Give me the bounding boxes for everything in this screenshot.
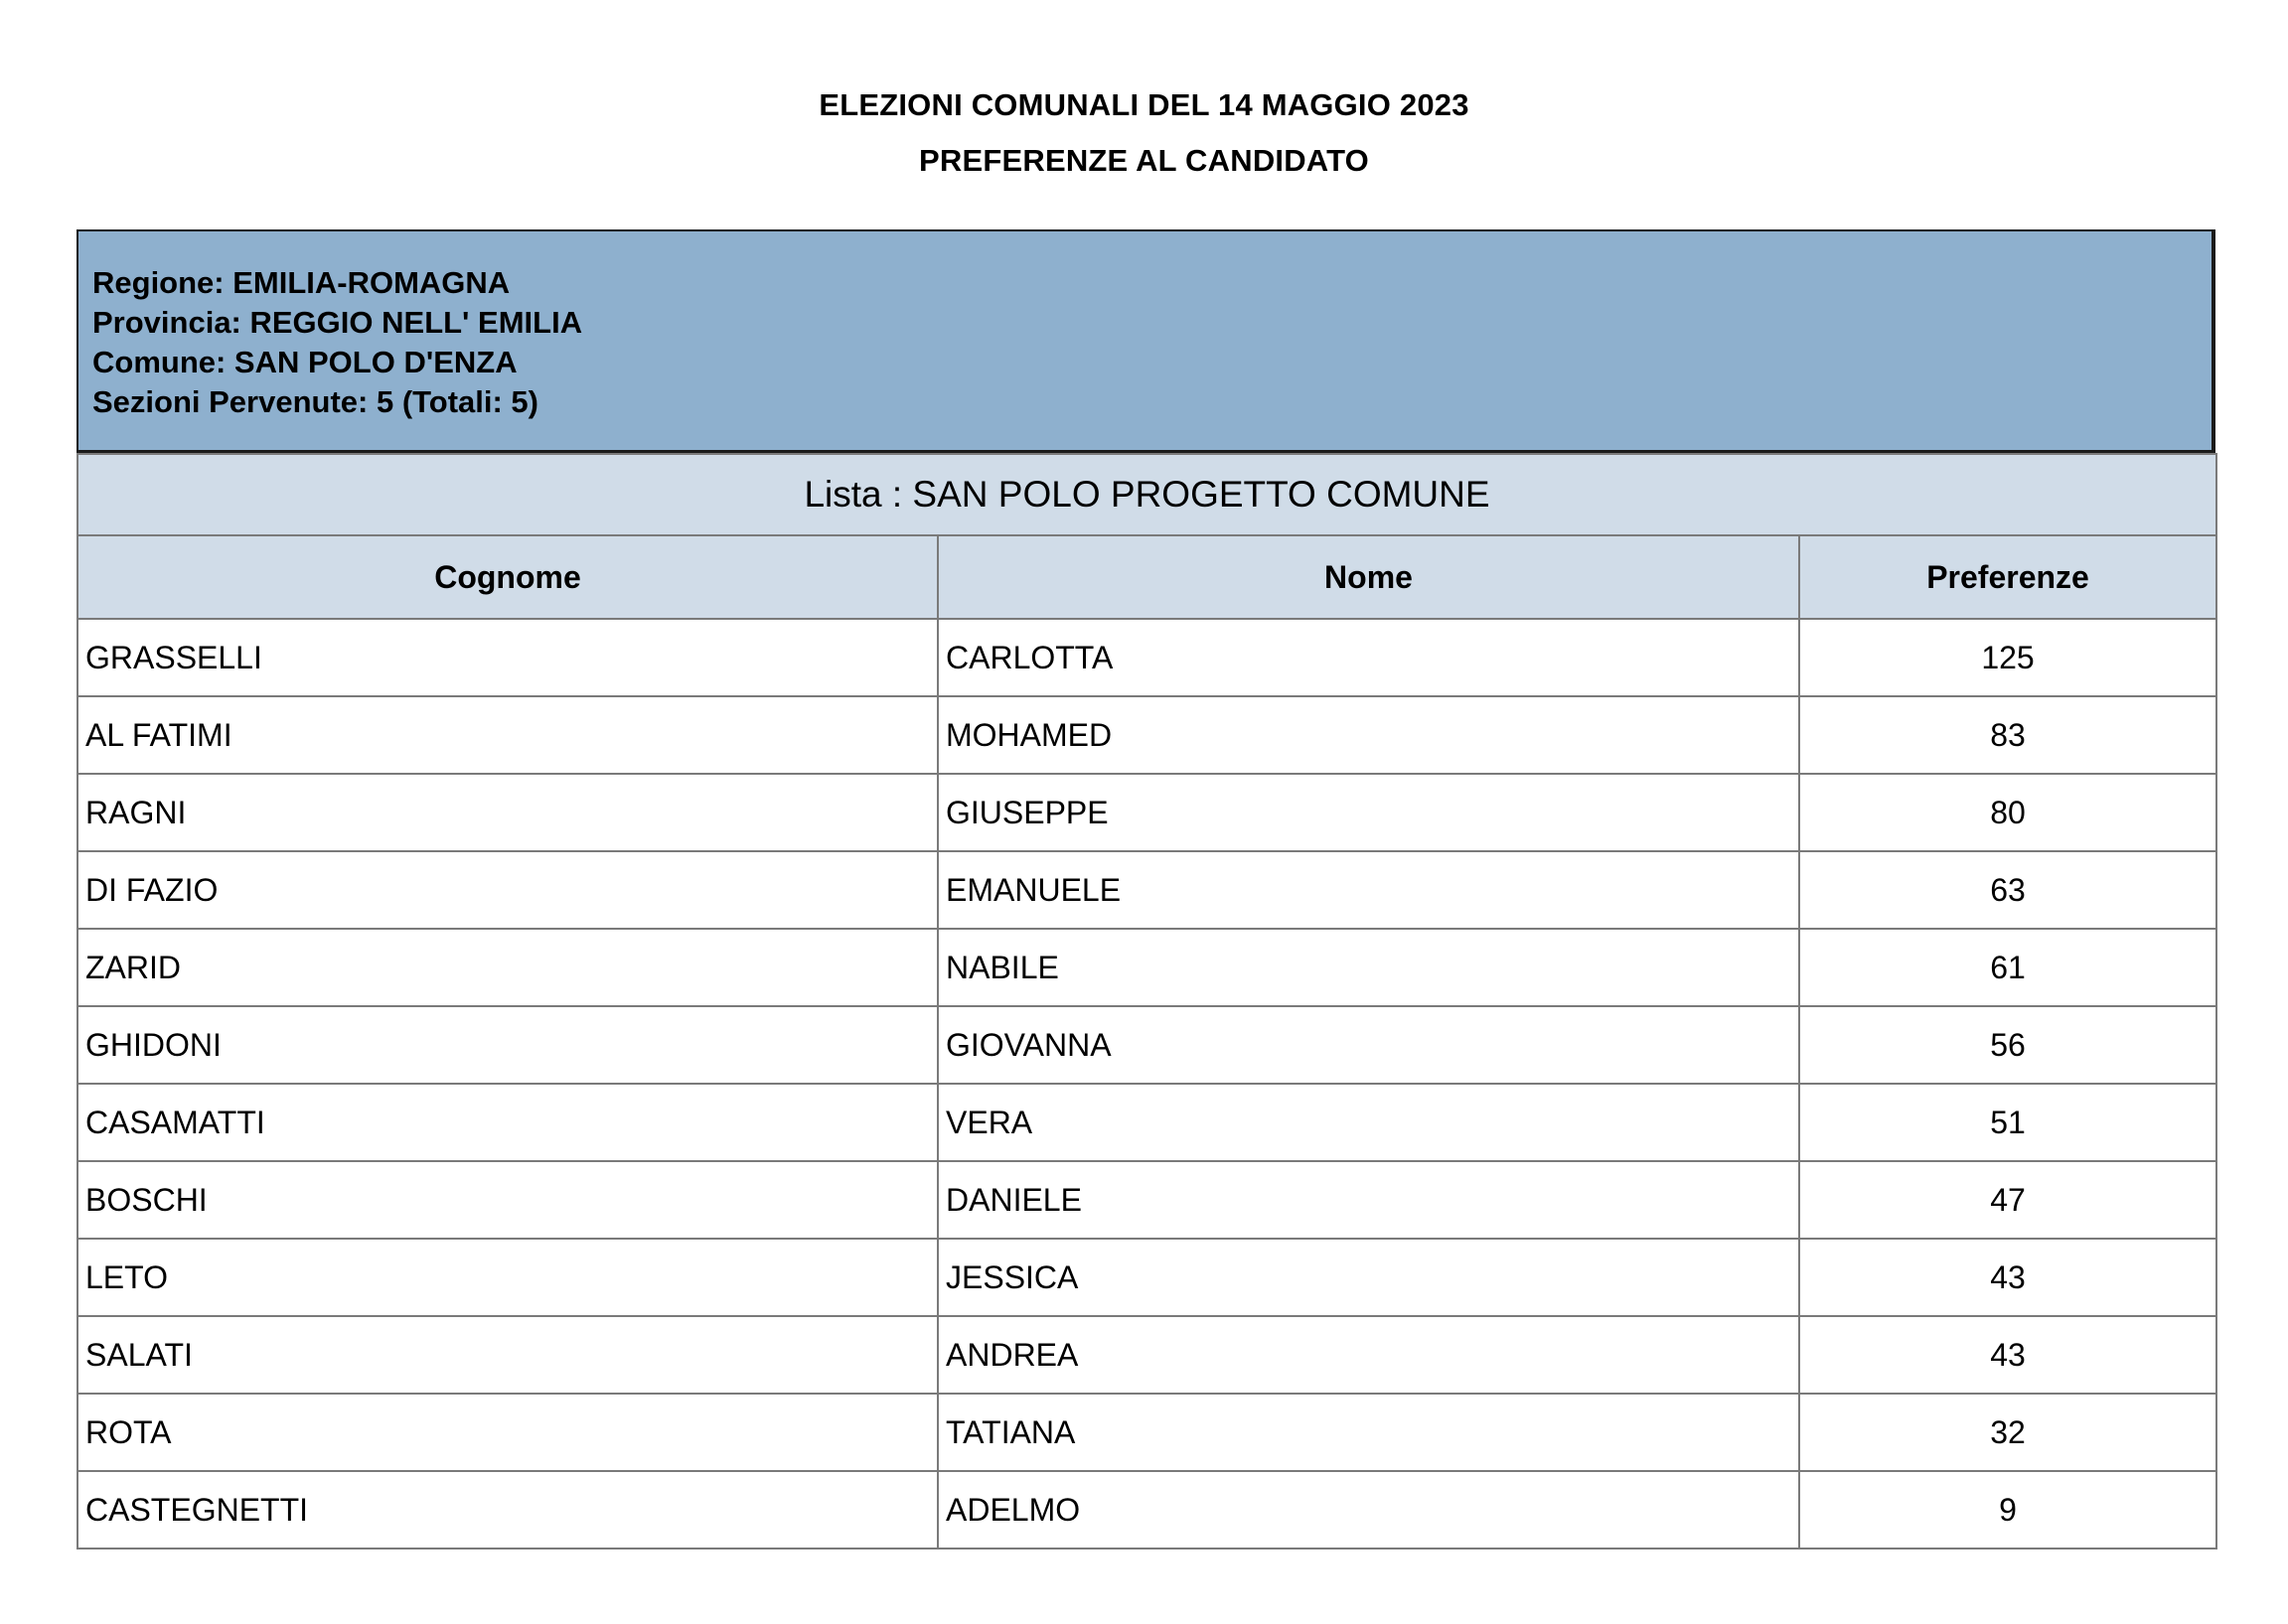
election-title: ELEZIONI COMUNALI DEL 14 MAGGIO 2023 (819, 87, 1469, 122)
column-header-preferenze: Preferenze (1799, 535, 2216, 619)
cell-cognome: GHIDONI (77, 1006, 938, 1084)
provincia-label: Provincia: REGGIO NELL' EMILIA (92, 305, 583, 340)
cell-nome: ADELMO (938, 1471, 1799, 1549)
cell-cognome: GRASSELLI (77, 619, 938, 696)
cell-cognome: RAGNI (77, 774, 938, 851)
cell-nome: MOHAMED (938, 696, 1799, 774)
cell-cognome: AL FATIMI (77, 696, 938, 774)
cell-preferenze: 43 (1799, 1239, 2216, 1316)
cell-preferenze: 125 (1799, 619, 2216, 696)
cell-cognome: DI FAZIO (77, 851, 938, 929)
cell-preferenze: 83 (1799, 696, 2216, 774)
cell-cognome: BOSCHI (77, 1161, 938, 1239)
table-row (77, 1316, 2216, 1394)
table-row (77, 1471, 2216, 1549)
cell-nome: EMANUELE (938, 851, 1799, 929)
table-row (77, 619, 2216, 696)
table-row (77, 1239, 2216, 1316)
sezioni-label: Sezioni Pervenute: 5 (Totali: 5) (92, 384, 539, 419)
cell-preferenze: 51 (1799, 1084, 2216, 1161)
cell-nome: GIOVANNA (938, 1006, 1799, 1084)
cell-preferenze: 61 (1799, 929, 2216, 1006)
table-header-row (77, 535, 2216, 619)
cell-nome: JESSICA (938, 1239, 1799, 1316)
column-header-cognome: Cognome (77, 535, 938, 619)
table-row (77, 1394, 2216, 1471)
cell-preferenze: 56 (1799, 1006, 2216, 1084)
cell-preferenze: 80 (1799, 774, 2216, 851)
column-header-nome: Nome (938, 535, 1799, 619)
cell-cognome: ZARID (77, 929, 938, 1006)
cell-nome: DANIELE (938, 1161, 1799, 1239)
cell-nome: CARLOTTA (938, 619, 1799, 696)
cell-nome: GIUSEPPE (938, 774, 1799, 851)
comune-label: Comune: SAN POLO D'ENZA (92, 345, 518, 379)
report-container (76, 229, 2215, 1550)
table-row (77, 696, 2216, 774)
cell-cognome: LETO (77, 1239, 938, 1316)
cell-nome: VERA (938, 1084, 1799, 1161)
cell-cognome: ROTA (77, 1394, 938, 1471)
cell-nome: NABILE (938, 929, 1799, 1006)
cell-preferenze: 63 (1799, 851, 2216, 929)
document-title (0, 77, 2288, 189)
cell-preferenze: 47 (1799, 1161, 2216, 1239)
regione-label: Regione: EMILIA-ROMAGNA (92, 265, 511, 300)
cell-cognome: CASTEGNETTI (77, 1471, 938, 1549)
table-row (77, 1161, 2216, 1239)
report-subtitle: PREFERENZE AL CANDIDATO (919, 143, 1369, 178)
table-row (77, 1084, 2216, 1161)
list-title: Lista : SAN POLO PROGETTO COMUNE (77, 454, 2216, 535)
cell-cognome: CASAMATTI (77, 1084, 938, 1161)
location-info-box (76, 229, 2215, 453)
table-row (77, 1006, 2216, 1084)
list-title-row (77, 454, 2216, 535)
preferences-table (76, 453, 2217, 1550)
cell-preferenze: 32 (1799, 1394, 2216, 1471)
cell-preferenze: 9 (1799, 1471, 2216, 1549)
cell-preferenze: 43 (1799, 1316, 2216, 1394)
table-row (77, 851, 2216, 929)
table-row (77, 929, 2216, 1006)
cell-nome: ANDREA (938, 1316, 1799, 1394)
cell-cognome: SALATI (77, 1316, 938, 1394)
table-row (77, 774, 2216, 851)
cell-nome: TATIANA (938, 1394, 1799, 1471)
